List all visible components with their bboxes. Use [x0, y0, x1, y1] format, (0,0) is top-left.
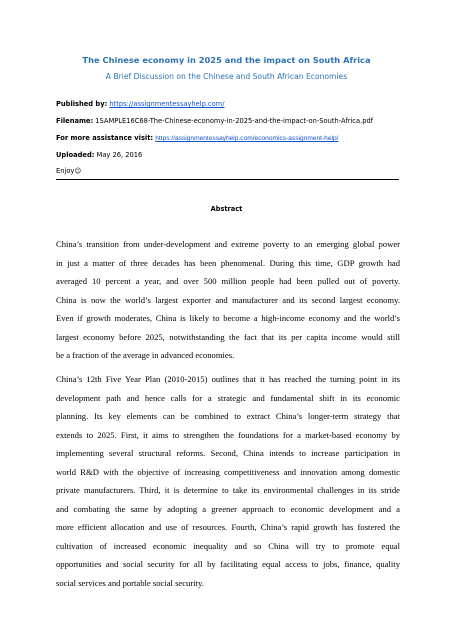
paragraph-line: China’s 12th Five Year Plan (2010-2015) outlines that it has reached the turning point in its — [56, 374, 400, 384]
paragraph-line: in just a matter of three decades has been phenomenal. During this time, GDP growth had — [56, 257, 400, 268]
published-by-label: Published by: — [56, 100, 108, 108]
paragraph-line: and combating the same by adopting a greener approach to economic development and a — [56, 503, 400, 514]
paragraph-line: be a fraction of the average in advanced economies. — [56, 350, 235, 360]
paragraph-line: opportunities and social security for all by facilitating equal access to jobs, finance, quality — [56, 559, 400, 569]
paragraph-line: development path and hence calls for a strategic and fundamental shift in its economic — [56, 392, 400, 403]
published-by-link[interactable]: https://assignmentessayhelp.com/ — [109, 100, 225, 108]
paragraph-line: cultivation of increased economic inequality and so China will try to promote equal — [56, 540, 400, 551]
paragraph-line: implementing several structural reforms. Second, China intends to increase participation in — [56, 448, 400, 458]
published-by-line — [56, 100, 225, 108]
assistance-link[interactable]: https://assignmentessayhelp.com/economics-assignment-help/ — [155, 135, 339, 142]
paragraph-line: Even if growth moderates, China is likely to become a high-income economy and the world’s — [56, 313, 400, 323]
paragraph-line: averaged 10 percent a year, and over 500 million people had been pulled out of poverty. — [56, 276, 400, 286]
paragraph-line: China’s transition from under-development and extreme poverty to an emerging global power — [56, 239, 400, 249]
document-title: The Chinese economy in 2025 and the impact on South Africa — [82, 55, 371, 65]
paragraph-line: more efficient allocation and use of resources. Fourth, China’s rapid growth has fostered the — [56, 522, 400, 532]
uploaded-value: May 26, 2016 — [96, 151, 143, 159]
assistance-label: For more assistance visit: — [56, 134, 154, 142]
paragraph-line: world R&D with the objective of increasing competitiveness and innovation among domestic — [56, 466, 400, 477]
filename-label: Filename: — [56, 117, 94, 125]
uploaded-line — [56, 151, 142, 159]
filename-line — [56, 117, 373, 125]
paragraph-line: largest economy before 2025, notwithstanding the fact that its per capita income would still — [56, 331, 400, 342]
paragraph-line: private manufacturers. Third, it is determine to take its environmental challenges in its stride — [56, 485, 400, 495]
abstract-heading: Abstract — [210, 205, 243, 213]
paragraph-line: China is now the world’s largest exporter and manufacturer and its second largest economy. — [56, 294, 400, 305]
paragraph-line: extends to 2025. First, it aims to strengthen the foundations for a market-based economy by — [56, 429, 400, 440]
abstract-paragraph-1 — [56, 235, 400, 365]
enjoy-text: Enjoy☺ — [56, 167, 82, 175]
filename-value: 1SAMPLE16C68-The-Chinese-economy-in-2025-and-the-impact-on-South-Africa.pdf — [95, 117, 374, 125]
assistance-line — [56, 134, 338, 142]
abstract-paragraph-2 — [56, 370, 400, 592]
header-divider — [56, 179, 399, 180]
paragraph-line: social services and portable social security. — [56, 577, 204, 588]
document-subtitle: A Brief Discussion on the Chinese and South African Economies — [105, 72, 348, 81]
uploaded-label: Uploaded: — [56, 151, 95, 159]
paragraph-line: planning. Its key elements can be combined to extract China’s longer-term strategy that — [56, 411, 400, 421]
